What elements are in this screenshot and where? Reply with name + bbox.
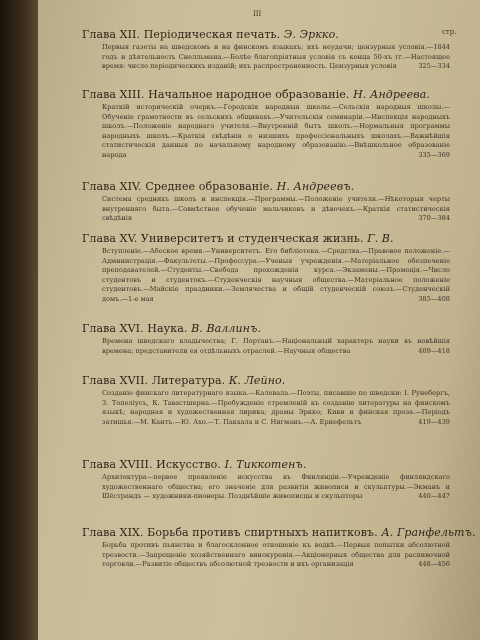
book-page	[38, 0, 480, 640]
chapter-author: А. Гранфельтъ.	[381, 526, 476, 539]
page-range: 385—408	[418, 294, 450, 303]
chapter-author: Э. Эркко.	[283, 28, 339, 41]
page-range: 325—334	[418, 62, 450, 71]
chapter-xiv	[82, 180, 450, 224]
chapter-author: Н. Андреевъ.	[276, 180, 355, 193]
chapter-heading: Глава XVII. Литература.	[82, 374, 226, 387]
summary-text: Борьба противъ пьянства и благосклонное отношеніе къ водкѣ.—Первыя попытки абсолютной трезвости.—Запрещеніе хозяйственнаго винокуренія.—Акціонерныя общества для распивочной торговли.—Развитіе обществъ абсолютной трезвости и ихъ организація	[102, 541, 450, 569]
chapter-title	[82, 232, 450, 245]
book-gutter-shadow	[0, 0, 38, 640]
page-range: 448—456	[418, 560, 450, 569]
page-range: 335—369	[418, 150, 450, 159]
chapter-xix	[82, 526, 476, 570]
chapter-title	[82, 526, 476, 539]
chapter-xvi	[82, 322, 450, 356]
page-range: 419—439	[418, 417, 450, 426]
pages-column-label: стр.	[442, 28, 457, 36]
chapter-heading: Глава XIII. Начальное народное образованіе.	[82, 88, 350, 101]
chapter-summary	[102, 389, 450, 427]
chapter-title	[82, 374, 450, 387]
chapter-heading: Глава XII. Періодическая печать.	[82, 28, 281, 41]
page-range: 370—384	[418, 214, 450, 223]
chapter-summary	[102, 473, 450, 502]
chapter-heading: Глава XIV. Среднее образованіе.	[82, 180, 274, 193]
chapter-xv	[82, 232, 450, 305]
page-number: III	[253, 10, 262, 18]
chapter-xvii	[82, 374, 450, 427]
chapter-heading: Глава XIX. Борьба противъ спиртныхъ напитковъ.	[82, 526, 378, 539]
page-range: 409—418	[418, 346, 450, 355]
summary-text: Созданіе финскаго литературнаго языка.—Калевала.—Поэты, писавшіе по шведски: І. Рунебергъ, З. Топеліусъ, К. Тавастшерна.—Пробужденіе стремленій къ созданію литературы на финскомъ языкѣ; народная и художественная лирика; драмы Эркко; Киви и финская проза.—Періодъ затишья.—М. Кантъ.—Ю. Ахо.—Т. Пакхала и С. Нигманъ.—А. Ернефельтъ	[102, 389, 450, 426]
chapter-summary	[102, 103, 450, 161]
page-range: 440—447	[418, 492, 450, 501]
chapter-xiii	[82, 88, 450, 161]
summary-text: Времена шведскаго владычества; Г. Портанъ.—Національный характеръ науки въ новѣйшія времена; представители ея отдѣльныхъ отраслей.—Научныя общества	[102, 337, 450, 355]
chapter-author: К. Лейно.	[228, 374, 286, 387]
chapter-heading: Глава XVIII. Искусство.	[82, 458, 221, 471]
chapter-heading: Глава XV. Университетъ и студенческая жизнь.	[82, 232, 364, 245]
chapter-xviii	[82, 458, 450, 502]
summary-text: Первыя газеты на шведскомъ и на финскомъ языкахъ; ихъ неудачи; цензурныя условія.—1844 годъ и дѣятельность Снелльмана.—Болѣе благопріятныя условія съ конца 50-хъ гг.—Настоящее время: число періодическихъ изданій; ихъ распространенность. Цензурныя условія	[102, 43, 450, 71]
chapter-summary	[102, 541, 450, 570]
summary-text: Архитектура—первое проявленіе искусства въ Финляндіи.—Учрежденіе финляндскаго художественнаго общества; его значеніе для развитія живописи и скульптуры.—Экманъ и Шёстрандъ — художники-пионеры. Позднѣйшіе живописцы и скульпторы	[102, 473, 450, 501]
summary-text: Вступленіе.—Абоское время.—Университетъ. Его библіотека.—Средства.—Правовое положеніе.—Администрація.—Факультеты.—Профессура.—Ученыя учрежденія.—Матеріальное обезпеченіе преподавателей.—Студенты.—Свобода прохожденія курса.—Экзамены.—Промоція.—Число студентовъ и студентокъ.—Студенческія научныя общества.—Матеріальное положеніе студентовъ.—Майскіе праздники.—Землячества и общій студенческій союзъ.—Студенческій домъ.—1-е мая	[102, 247, 450, 303]
chapter-title	[82, 88, 450, 101]
chapter-author: Н. Андреева.	[353, 88, 430, 101]
chapter-summary	[102, 43, 450, 72]
chapter-title	[82, 458, 450, 471]
chapter-author: В. Валлинъ.	[191, 322, 262, 335]
summary-text: Краткій историческій очеркъ.—Городскія народныя школы.—Сельскія народныя школы.—Обученіе грамотности въ сельскихъ общинахъ.—Учительскія семинаріи.—Инспекція народныхъ школъ.—Положеніе народнаго учителя.—Внутренній бытъ школъ.—Нормальныя программы народныхъ школъ.—Краткія свѣдѣнія о низшихъ профессіональныхъ школахъ.—Важнѣйшія статистическія данныя по начальному народному образованію.—Внѣшкольное образованіе народа	[102, 103, 450, 159]
chapter-title	[82, 322, 450, 335]
chapter-author: Г. В.	[367, 232, 394, 245]
chapter-heading: Глава XVI. Наука.	[82, 322, 188, 335]
chapter-author: І. Тиккотенъ.	[224, 458, 307, 471]
chapter-xii	[82, 28, 450, 72]
chapter-summary	[102, 247, 450, 305]
chapter-summary	[102, 195, 450, 224]
summary-text: Система среднихъ школъ и инспекція.—Программы.—Положеніе учителя.—Нѣкоторыя черты внутренняго быта.—Совмѣстное обученіе мальчиковъ и дѣвочекъ.—Краткія статистическія свѣдѣнія	[102, 195, 450, 223]
chapter-summary	[102, 337, 450, 356]
chapter-title	[82, 28, 450, 41]
chapter-title	[82, 180, 450, 193]
